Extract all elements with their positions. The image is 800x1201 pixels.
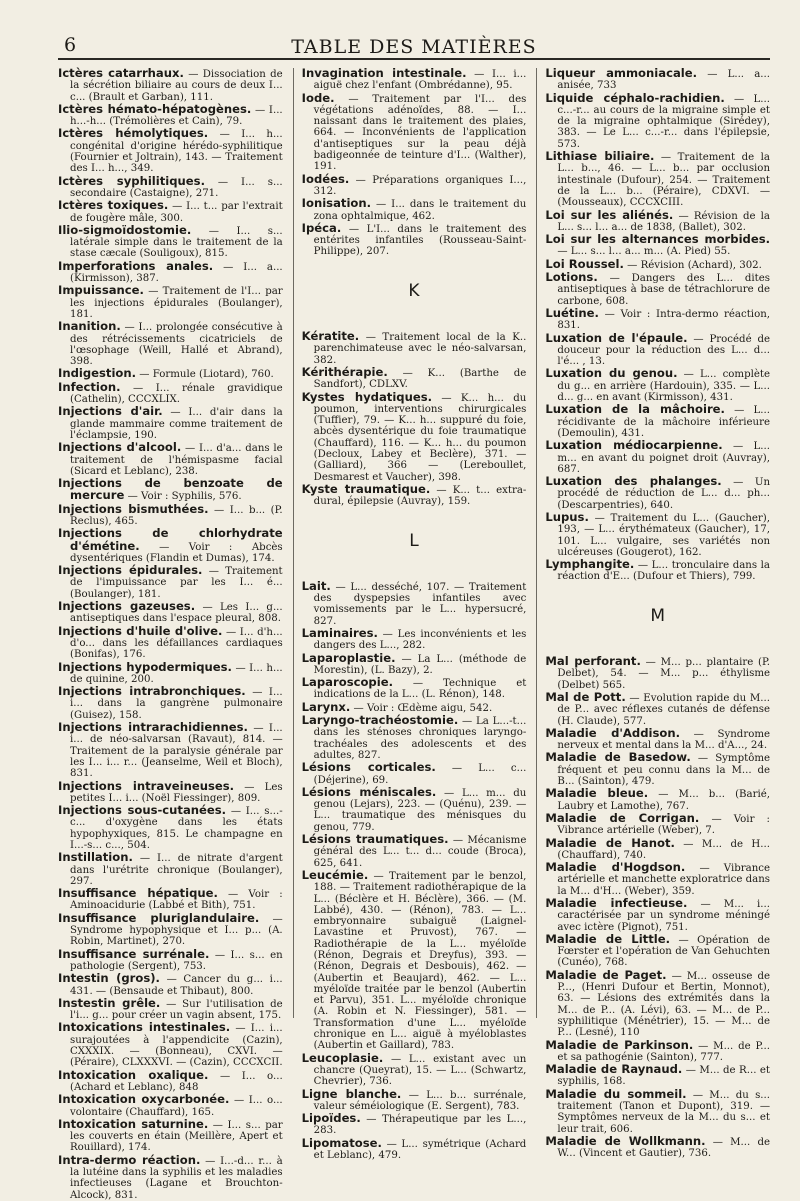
entry-text: — Symptôme fréquent et peu connu dans la M... de B... (Sainton), 479. xyxy=(557,753,771,788)
entry-heading: Lait. xyxy=(301,578,331,593)
index-entry xyxy=(58,601,283,625)
entry-heading: Maladie de Parkinson. xyxy=(545,1037,694,1052)
entry-text: — I... de nitrate d'argent dans l'urétrite chronique (Boulanger), 297. xyxy=(70,853,283,887)
index-entry xyxy=(545,788,770,812)
entry-heading: Injections d'air. xyxy=(58,404,163,419)
index-entry xyxy=(302,1113,527,1137)
entry-text: — I... prolongée consécutive à des rétrécissements cicatriciels de l'œsophage (Weill, Hallé et Abrand), 398. xyxy=(70,322,283,368)
index-entry xyxy=(58,888,283,912)
entry-heading: Intoxication oxalique. xyxy=(58,1067,209,1082)
entry-heading: Lupus. xyxy=(545,509,589,524)
index-entry xyxy=(301,1050,527,1088)
entry-heading: Maladie de Little. xyxy=(545,931,670,946)
entry-text: — L... symétrique (Achard et Leblanc), 479. xyxy=(313,1138,527,1162)
index-entry xyxy=(545,689,771,727)
entry-text: — Dissociation de la sécrétion biliaire au cours de deux I... c... (Brault et Garban), 111. xyxy=(70,69,283,103)
entry-text: — Révision de la L... s... l... a... de 1838, (Ballet), 302. xyxy=(557,210,771,233)
entry-heading: Invagination intestinale. xyxy=(301,66,467,80)
index-entry xyxy=(301,784,527,833)
entry-heading: Instillation. xyxy=(58,850,133,865)
entry-heading: Maladie d'Addison. xyxy=(545,725,681,740)
entry-heading: Infection. xyxy=(58,379,121,394)
index-entry xyxy=(545,1086,771,1135)
index-entry xyxy=(545,68,770,92)
entry-text: — Cancer du g... i... 431. — (Bensaude et Thibaut), 800. xyxy=(70,974,283,997)
entry-text: — I... i... aiguë chez l'enfant (Ombrédanne), 95. xyxy=(313,69,527,92)
index-columns xyxy=(58,66,771,1201)
entry-heading: Ictères syphilitiques. xyxy=(58,173,205,188)
entry-text: — Mécanisme général des L... t... d... coude (Broca), 625, 641. xyxy=(313,835,527,869)
entry-text: — I...-d... r... à la lutéine dans la syphilis et les maladies infectieuses (Lagane et Brouchton-Alcock), 831. xyxy=(70,1155,283,1201)
entry-text: — I... s... par les couverts en étain (Meillère, Apert et Rouillard), 174. xyxy=(70,1119,283,1154)
index-entry xyxy=(302,331,527,366)
index-entry xyxy=(58,946,283,973)
index-entry xyxy=(58,285,283,320)
entry-heading: Lésions corticales. xyxy=(301,760,436,775)
entry-heading: Luxation de l'épaule. xyxy=(545,330,688,345)
entry-heading: Lésions traumatiques. xyxy=(301,832,449,847)
index-entry xyxy=(545,725,771,752)
entry-text: — I... dans le traitement du zona ophtalmique, 462. xyxy=(313,199,527,222)
entry-text: — Formule (Liotard), 760. xyxy=(136,369,274,381)
index-column-1 xyxy=(58,66,283,1201)
entry-text: — I... h... congénital d'origine hérédo-syphilitique (Fournier et Joltrain), 143. — Traitement des I... h..., 349. xyxy=(70,129,283,175)
index-entry xyxy=(58,995,283,1022)
entry-heading: Ilio-sigmoïdostomie. xyxy=(58,222,192,237)
index-entry xyxy=(58,501,283,528)
entry-heading: Imperforations anales. xyxy=(58,258,214,273)
entry-heading: Kystes hydatiques. xyxy=(301,389,433,404)
entry-heading: Maladie du sommeil. xyxy=(545,1086,687,1101)
index-entry xyxy=(301,171,527,198)
index-entry xyxy=(58,173,283,200)
entry-heading: Intoxication oxycarbonée. xyxy=(58,1092,230,1107)
entry-heading: Maladie de Corrigan. xyxy=(545,810,700,825)
entry-text: — L... tronculaire dans la réaction d'E... (Dufour et Thiers), 799. xyxy=(557,560,771,583)
page-header xyxy=(58,30,770,60)
entry-heading: Impuissance. xyxy=(58,283,144,298)
index-entry xyxy=(301,650,527,677)
index-entry xyxy=(58,805,283,851)
entry-heading: Inanition. xyxy=(58,319,121,334)
entry-heading: Larynx. xyxy=(301,699,351,714)
index-entry xyxy=(545,272,770,307)
entry-text: — L... existant avec un chancre (Queyrat), 15. — L... (Schwartz, Chevrier), 736. xyxy=(313,1053,527,1088)
entry-heading: Ictères toxiques. xyxy=(58,198,169,213)
entry-heading: Kératite. xyxy=(301,329,360,344)
index-entry xyxy=(545,1064,770,1088)
index-entry xyxy=(545,898,770,933)
entry-heading: Maladie de Raynaud. xyxy=(545,1062,683,1077)
index-entry xyxy=(301,364,527,391)
entry-heading: Lotions. xyxy=(545,270,598,285)
entry-text: — Voir : Aminoacidurie (Labbé et Bith), 751. xyxy=(70,889,283,912)
entry-heading: Laryngo-trachéostomie. xyxy=(301,713,459,728)
entry-text: — L... récidivante de la mâchoire inférieure (Demoulin), 431. xyxy=(557,405,771,439)
entry-heading: Luxation des phalanges. xyxy=(545,474,722,489)
index-entry xyxy=(301,578,527,627)
entry-heading: Mal de Pott. xyxy=(545,689,626,704)
index-entry xyxy=(58,973,283,997)
index-entry xyxy=(545,1133,771,1160)
entry-text: — I... i... dans la gangrène pulmonaire (Guisez), 158. xyxy=(70,687,283,721)
entry-heading: Maladie de Basedow. xyxy=(545,750,691,765)
entry-heading: Intra-dermo réaction. xyxy=(58,1152,201,1167)
entry-text: — Evolution rapide du M... de P... avec réflexes cutanés de défense (H. Claude), 577. xyxy=(557,692,771,727)
index-entry xyxy=(545,440,770,475)
index-entry xyxy=(545,656,770,691)
index-entry xyxy=(302,677,527,701)
entry-text: — Voir : Œdème aigu, 542. xyxy=(350,702,493,714)
entry-text: — Les I... g... antiseptiques dans l'espace pleural, 808. xyxy=(70,602,283,625)
entry-text: — L... c... (Déjerine), 69. xyxy=(313,763,527,786)
entry-text: — Traitement du L... (Gaucher), 193, — L... érythémateux (Gaucher), 17, 101. L... vulgaire, ses variétés non ulcéreuses (Gougerot), 162. xyxy=(557,512,771,558)
entry-text: — La L... (méthode de Morestin), (L. Bazy), 2. xyxy=(313,653,527,676)
entry-text: — Traitement local de la K.. parenchimateuse avec le néo-salvarsan, 382. xyxy=(313,332,527,366)
entry-heading: Injections intrarachidiennes. xyxy=(58,720,248,735)
entry-text: — L... complète du g... en arrière (Hardouin), 335. — L... d... g... en avant (Kirmisson), 431. xyxy=(557,369,771,404)
index-entry xyxy=(545,967,771,1039)
entry-heading: Ictères hémato-hépatogènes. xyxy=(58,101,252,116)
index-entry xyxy=(58,686,283,721)
entry-heading: Injections d'huile d'olive. xyxy=(58,623,223,638)
entry-text: — I... d'air dans la glande mammaire comme traitement de l'éclampsie, 190. xyxy=(70,407,283,441)
index-entry xyxy=(58,778,283,805)
entry-heading: Lipoïdes. xyxy=(301,1111,361,1126)
entry-text: — Traitement de l'I... par les injections épidurales (Boulanger), 181. xyxy=(70,286,283,320)
entry-text: — I... o... (Achard et Leblanc), 848 xyxy=(70,1070,283,1093)
index-entry xyxy=(302,715,527,761)
entry-heading: Maladie de Wollkmann. xyxy=(545,1133,706,1148)
entry-heading: Liquide céphalo-rachidien. xyxy=(545,90,725,105)
entry-text: — Syndrome hypophysique et I... p... (A. Robin, Martinet), 270. xyxy=(70,913,283,948)
entry-heading: Insuffisance surrénale. xyxy=(58,946,210,961)
index-entry xyxy=(545,151,770,208)
index-entry xyxy=(58,528,283,564)
index-entry xyxy=(58,101,283,128)
index-entry xyxy=(58,565,283,600)
entry-text: — I... s...-c... d'oxygène dans les états hypophyxiques, 815. Le champagne en I...-s... c..., 504. xyxy=(70,806,283,851)
entry-text: — Traitement par l'I... des végétations adénoïdes, 88. — I... naissant dans le traitement des plaies, 664. — Inconvénients de l'application d'antiseptiques sur la peau déjà badigeonnée de teinture d'I... (Walther), 191. xyxy=(313,93,527,173)
entry-heading: Maladie de Hanot. xyxy=(545,835,675,850)
index-entry xyxy=(58,852,283,887)
index-entry xyxy=(545,835,771,862)
entry-text: — Voir : Abcès dysentériques (Flandin et Dumas), 174. xyxy=(70,541,283,564)
entry-heading: Instestin grêle. xyxy=(58,995,161,1010)
entry-heading: Lithiase biliaire. xyxy=(545,149,655,164)
entry-heading: Injections de benzoate de mercure xyxy=(58,476,283,503)
entry-text: — K... t... extra-dural, épilepsie (Auvray), 159. xyxy=(313,484,527,508)
index-entry xyxy=(58,722,283,779)
entry-text: — Les inconvénients et les dangers des L..., 282. xyxy=(313,628,527,652)
entry-heading: Maladie bleue. xyxy=(545,786,649,801)
index-entry xyxy=(302,68,527,92)
index-entry xyxy=(58,623,283,661)
entry-text: — L'I... dans le traitement des entérites infantiles (Rousseau-Saint-Philippe), 207. xyxy=(313,223,527,258)
entry-heading: Ictères catarrhaux. xyxy=(58,66,184,80)
entry-text: — I... h... de quinine, 200. xyxy=(70,662,283,685)
index-entry xyxy=(302,762,527,786)
index-entry xyxy=(301,220,527,258)
entry-text: — L... a... anisée, 733 xyxy=(557,69,771,92)
entry-text: — Dangers des L... dites antiseptiques à base de tétrachlorure de carbone, 608. xyxy=(557,273,771,307)
index-entry xyxy=(301,90,527,173)
entry-heading: Luxation du genou. xyxy=(545,366,678,381)
entry-text: — M... p... plantaire (P. Delbet), 54. — M... p... éthylisme (Delbet) 565. xyxy=(557,657,771,691)
index-entry xyxy=(58,128,283,174)
entry-heading: Indigestion. xyxy=(58,366,137,381)
entry-text: — M... osseuse de P..., (Henri Dufour et Bertin, Monnot), 63. — Lésions des extrémités dans la M... de P... (A. Lévi), 63. — M... de P... syphilitique (Ménétrier), 15. — M... de P... (Lesné), 110 xyxy=(557,970,771,1039)
index-entry xyxy=(301,481,527,508)
entry-heading: Injections d'alcool. xyxy=(58,440,182,455)
index-entry xyxy=(58,406,283,441)
entry-text: — I... d'h... d'o... dans les défaillances cardiaques (Bonifas), 176. xyxy=(70,626,283,661)
section-letter: K xyxy=(408,280,420,301)
entry-text: — M... i... caractérisée par un syndrome méningé avec ictère (Pignot), 751. xyxy=(557,899,771,933)
entry-heading: Injections de chlorhydrate d'émétine. xyxy=(58,526,283,553)
entry-heading: Ionisation. xyxy=(301,196,372,211)
entry-heading: Laparoplastie. xyxy=(301,650,396,665)
entry-text: — L... c...-r... au cours de la migraine simple et de la migraine ophtalmique (Sirédey), 383. — Le L... c...-r... dans l'épilepsie, 573. xyxy=(557,93,771,150)
entry-heading: Intoxication saturnine. xyxy=(58,1116,209,1131)
entry-text: — L... s... l... a... m... (A. Pied) 55. xyxy=(557,246,731,258)
entry-text: — Traitement par le benzol, 188. — Traitement radiothérapique de la L... (Béclère et H. Béclère), 366. — (M. Labbé), 430. — (Rénon), 783. — L... embryonnaire subaiguë (Laignel-Lavastine et Pruvost), 767. — Radiothérapie de la L... myéloïde (Rénon, Degrais et Dreyfus), 393. — (Rénon, Degrais et Desbouis), 462. — (Aubertin et Beaujard), 462. — L... myéloïde traitée par le benzol (Aubertin et Parvu), 351. L... myéloïde chronique (A. Robin et N. Fiessinger), 581. — Transformation d'une L... myéloïde chronique en L... aiguë à myéloblastes (Aubertin et Gaillard), 783. xyxy=(313,870,527,1052)
entry-text: — M... du s... traitement (Tanon et Dupont), 319. — Symptômes nerveux de la M... du s... et leur trait, 606. xyxy=(557,1089,771,1135)
index-entry xyxy=(58,258,283,285)
entry-text: — L... m... du genou (Lejars), 223. — (Quénu), 239. — L... traumatique des ménisques du genou, 779. xyxy=(313,787,527,833)
entry-heading: Ipéca. xyxy=(301,220,342,235)
entry-text: — Voir : Intra-dermo réaction, 831. xyxy=(557,308,771,332)
entry-text: — Traitement de la L... b..., 46. — L... b... par occlusion intestinale (Dufour), 254. — Traitement de la L... b... (Péraire), CDXVI. — (Mousseaux), CCCXCIII. xyxy=(557,152,771,209)
index-entry xyxy=(301,389,527,483)
entry-text: — I... a... (Kirmisson), 387. xyxy=(70,261,283,285)
entry-text: — I... s... secondaire (Castaigne), 271. xyxy=(70,176,283,199)
entry-heading: Ictères hémolytiques. xyxy=(58,126,209,141)
index-column-2 xyxy=(293,66,527,1162)
index-entry xyxy=(301,867,527,1052)
index-entry xyxy=(545,404,770,439)
entry-heading: Intoxications intestinales. xyxy=(58,1020,231,1035)
entry-text: — Thérapeutique par les L..., 283. xyxy=(313,1114,527,1137)
entry-text: — I... s... en pathologie (Sergent), 753. xyxy=(70,949,283,972)
entry-text: — M... de H... (Chauffard), 740. xyxy=(557,838,771,861)
index-entry xyxy=(545,368,770,403)
entry-heading: Maladie de Paget. xyxy=(545,967,667,982)
entry-text: — Voir : Syphilis, 576. xyxy=(124,491,242,503)
entry-text: — I... rénale gravidique (Cathelin), CCCXLIX. xyxy=(70,382,283,406)
index-entry xyxy=(58,1116,283,1154)
index-entry xyxy=(58,200,283,224)
index-entry xyxy=(58,1094,283,1118)
index-entry xyxy=(301,1135,527,1162)
entry-text: — K... (Barthe de Sandfort), CDLXV. xyxy=(313,367,527,391)
entry-heading: Injections épidurales. xyxy=(58,563,203,578)
entry-heading: Kérithérapie. xyxy=(301,364,388,379)
entry-text: — I... i... de néo-salvarsan (Ravaut), 814. — Traitement de la paralysie générale par les I... i... r... (Jeanselme, Weil et Bloch), 831. xyxy=(70,723,283,780)
index-entry xyxy=(58,1022,283,1068)
entry-text: — M... de W... (Vincent et Gautier), 736. xyxy=(557,1136,771,1160)
page-number: 6 xyxy=(64,34,77,56)
entry-text: — Opération de Fœrster et l'opération de Van Gehuchten (Cunéo), 768. xyxy=(557,934,771,969)
section-letter: M xyxy=(650,605,666,626)
entry-heading: Maladie infectieuse. xyxy=(545,896,688,910)
index-entry xyxy=(58,478,283,503)
entry-text: — Révision (Achard), 302. xyxy=(623,259,762,271)
entry-heading: Luxation de la mâchoire. xyxy=(545,402,725,417)
index-entry xyxy=(58,1152,283,1201)
index-entry xyxy=(58,910,283,948)
entry-text: — I... d'a... dans le traitement de l'hémispasme facial (Sicard et Leblanc), 238. xyxy=(70,443,283,477)
index-entry xyxy=(301,625,527,652)
entry-heading: Luxation médiocarpienne. xyxy=(545,438,723,453)
index-entry xyxy=(545,509,771,558)
index-entry xyxy=(545,476,770,511)
entry-text: — M... b... (Barié, Laubry et Lamothe), 767. xyxy=(557,789,771,812)
entry-text: — Préparations organiques I..., 312. xyxy=(313,174,527,197)
entry-text: — Sur l'utilisation de l'i... g... pour créer un vagin absent, 175. xyxy=(70,998,283,1022)
entry-heading: Ligne blanche. xyxy=(301,1086,402,1101)
entry-heading: Liqueur ammoniacale. xyxy=(545,66,698,80)
entry-text: — La L...-t... dans les sténoses chroniques laryngo-trachéales des adolescents et des adultes, 827. xyxy=(313,716,527,761)
index-entry xyxy=(545,931,771,969)
entry-heading: Leucoplasie. xyxy=(301,1050,384,1065)
entry-text: — Voir : Vibrance artérielle (Weber), 7. xyxy=(557,813,770,837)
entry-text: — I... o... volontaire (Chauffard), 165. xyxy=(70,1095,283,1118)
entry-text: — L... b... surrénale, valeur séméiologique (E. Sergent), 783. xyxy=(313,1089,527,1112)
entry-heading: Mal perforant. xyxy=(545,654,641,669)
index-entry xyxy=(545,1037,771,1064)
entry-heading: Injections sous-cutanées. xyxy=(58,803,227,818)
entry-heading: Injections intraveineuses. xyxy=(58,778,235,793)
entry-text: — L... m... en avant du poignet droit (Auvray), 687. xyxy=(557,441,771,475)
entry-text: — Traitement de l'impuissance par les I... é... (Boulanger), 181. xyxy=(70,566,283,600)
entry-heading: Kyste traumatique. xyxy=(301,481,431,496)
index-column-3 xyxy=(536,66,771,1160)
index-entry xyxy=(545,207,771,234)
index-entry xyxy=(301,1086,527,1113)
index-entry xyxy=(545,810,770,837)
entry-heading: Lésions méniscales. xyxy=(301,784,437,799)
entry-heading: Iode. xyxy=(301,90,335,105)
entry-heading: Injections hypodermiques. xyxy=(58,659,232,674)
entry-heading: Lipomatose. xyxy=(301,1135,382,1150)
entry-heading: Lymphangite. xyxy=(545,557,635,572)
index-entry xyxy=(58,222,283,260)
entry-heading: Loi Roussel. xyxy=(545,256,624,271)
index-entry xyxy=(58,1067,283,1094)
entry-text: — M... de P... et sa pathogénie (Sainton), 777. xyxy=(557,1040,771,1063)
entry-text: — M... de R... et syphilis, 168. xyxy=(557,1065,771,1088)
page-title: TABLE DES MATIÈRES xyxy=(291,36,537,58)
index-entry xyxy=(302,198,527,222)
section-letter: L xyxy=(409,530,419,551)
entry-heading: Insuffisance pluriglandulaire. xyxy=(58,910,260,925)
entry-heading: Leucémie. xyxy=(301,867,369,882)
entry-heading: Injections intrabronchiques. xyxy=(58,684,246,699)
index-entry xyxy=(545,862,770,897)
entry-text: — Technique et indications de la L... (L. Rénon), 148. xyxy=(313,678,527,701)
entry-text: — Vibrance artérielle et manchette exploratrice dans la M... d'H... (Weber), 359. xyxy=(557,863,771,897)
entry-heading: Injections gazeuses. xyxy=(58,599,196,614)
entry-text: — I... t... par l'extrait de fougère mâle, 300. xyxy=(70,201,283,224)
entry-text: — K... h... du poumon, interventions chirurgicales (Tuffier), 79. — K... h... suppuré du foie, abcès dysentérique du foie traumatique (Chauffard), 116. — K... h... du poumon (Decloux, Labey et Beclère), 371. — (Galliard), 366 — (Lereboullet, Desmarest et Vaucher), 398. xyxy=(313,392,527,483)
index-entry xyxy=(545,90,771,150)
entry-text: — I... b... (P. Reclus), 465. xyxy=(70,504,283,527)
entry-text: — Un procédé de réduction de L... d... ph... (Descarpentries), 640. xyxy=(557,477,771,511)
index-entry xyxy=(545,752,770,787)
entry-text: — I... s... latérale simple dans le traitement de la stase cæcale (Souligoux), 815. xyxy=(70,225,283,260)
entry-text: — Procédé de douceur pour la réduction des L... d... l'é... , 13. xyxy=(557,333,771,368)
entry-heading: Loi sur les alternances morbides. xyxy=(545,232,771,247)
entry-text: — I... i... surajoutées à l'appendicite (Cazin), CXXXIX. — (Bonneau), CXVI. — (Péraire), CLXXXVI. — (Cazin), CCCXCII. xyxy=(70,1023,283,1069)
index-entry xyxy=(58,68,283,103)
index-entry xyxy=(302,834,527,869)
index-entry xyxy=(545,234,770,258)
entry-heading: Laparoscopie. xyxy=(301,675,393,690)
entry-text: — L... desséché, 107. — Traitement des dyspepsies infantiles avec vomissements par le L... hypersucré, 827. xyxy=(313,581,527,627)
index-entry xyxy=(58,379,283,406)
index-entry xyxy=(545,559,770,583)
entry-heading: Loi sur les aliénés. xyxy=(545,207,674,222)
index-entry xyxy=(58,321,283,367)
entry-heading: Maladie d'Hogdson. xyxy=(545,860,686,875)
header-rule xyxy=(58,58,770,60)
entry-heading: Iodées. xyxy=(301,171,350,186)
entry-heading: Insuffisance hépatique. xyxy=(58,886,218,901)
entry-text: — I... h...-h... (Trémolières et Cain), 79. xyxy=(70,104,283,128)
entry-heading: Injections bismuthées. xyxy=(58,501,209,516)
entry-heading: Intestin (gros). xyxy=(58,971,160,986)
index-entry xyxy=(545,330,771,368)
entry-heading: Luétine. xyxy=(545,305,599,320)
index-entry xyxy=(58,442,283,477)
index-entry xyxy=(58,659,283,686)
index-entry xyxy=(545,305,771,332)
entry-text: — Syndrome nerveux et mental dans la M... d'A..., 24. xyxy=(557,728,771,752)
entry-text: — Les petites I... i... (Noël Fiessinger), 809. xyxy=(70,781,283,804)
entry-heading: Laminaires. xyxy=(301,625,378,640)
